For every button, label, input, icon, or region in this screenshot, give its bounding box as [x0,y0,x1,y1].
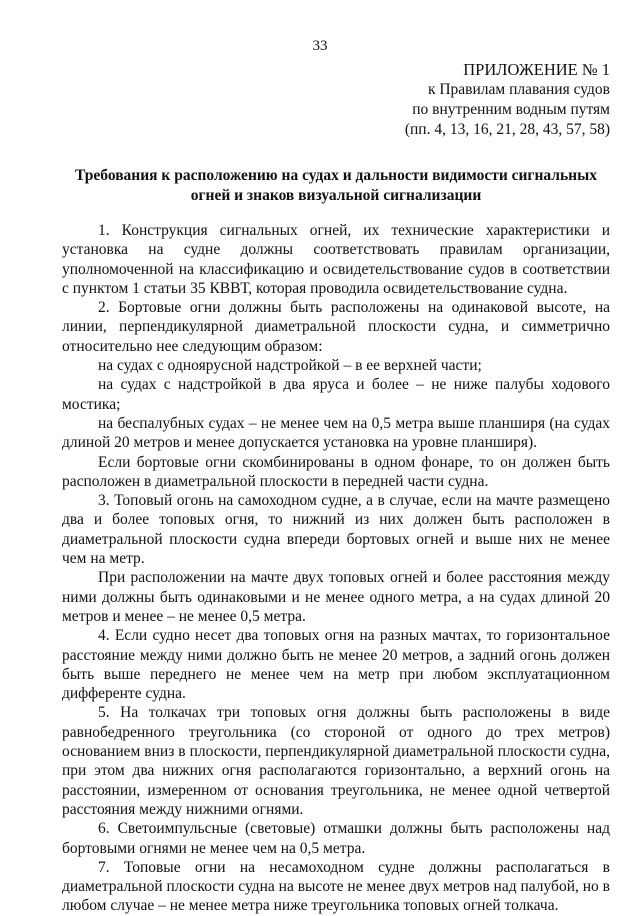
paragraph-2: 2. Бортовые огни должны быть расположены на одинаковой высоте, на линии, перпендикулярной диаметральной плоскости судна, и симметрично относительно нее следующим образом: [62,299,610,355]
paragraph-2-item-2: на судах с надстройкой в два яруса и более – не ниже палубы ходового мостика; [62,376,610,413]
appendix-line-2: по внутренним водным путям [412,101,610,118]
paragraph-6: 6. Светоимпульсные (световые) отмашки должны быть расположены над бортовыми огнями не менее чем на 0,5 метра. [62,820,610,857]
paragraph-2-note: Если бортовые огни скомбинированы в одном фонаре, то он должен быть расположен в диаметральной плоскости в передней части судна. [62,453,610,490]
paragraph-2-item-1: на судах с одноярусной надстройкой – в ее верхней части; [98,357,482,375]
document-body [62,221,610,916]
paragraph-3-note: При расположении на мачте двух топовых огней и более расстояния между ними должны быть одинаковыми и не менее одного метра, а на судах длиной 20 метров и менее – не менее 0,5 метра. [62,569,610,625]
paragraph-4: 4. Если судно несет два топовых огня на разных мачтах, то горизонтальное расстояние между ними должно быть не менее 20 метров, а задний огонь должен быть выше переднего не менее чем на метр при любом эксплуатационном дифференте судна. [62,627,610,703]
appendix-header [330,60,610,140]
paragraph-7: 7. Топовые огни на несамоходном судне должны располагаться в диаметральной плоскости судна на высоте не менее двух метров над палубой, но в любом случае – не менее метра ниже треугольника топовых огней толкача. [62,858,610,915]
appendix-line-3: (пп. 4, 13, 16, 21, 28, 43, 57, 58) [404,121,610,138]
paragraph-1: 1. Конструкция сигнальных огней, их технические характеристики и установка на судне должны соответствовать правилам организации, уполномоченной на классификацию и освидетельствование судов в соответствии с пунктом 1 статьи 35 КВВТ, которая проводила освидетельствование судна. [62,222,610,297]
document-title: Требования к расположению на судах и дальности видимости сигнальных огней и знаков визуальной сигнализации [75,167,597,204]
paragraph-3: 3. Топовый огонь на самоходном судне, а в случае, если на мачте размещено два и более топовых огня, то нижний из них должен быть расположен в диаметральной плоскости судна впереди бортовых огней и выше них не менее чем на метр. [62,492,610,568]
appendix-title: ПРИЛОЖЕНИЕ № 1 [463,60,610,79]
paragraph-5: 5. На толкачах три топовых огня должны быть расположены в виде равнобедренного треугольника (со стороной от одного до трех метров) основанием вниз в плоскости, перпендикулярной диаметральной плоскости судна, при этом два нижних огня располагаются горизонтально, а верхний огонь на расстоянии, измеренном от основания треугольника, не менее одной четвертой расстояния между нижними огнями. [62,704,610,818]
appendix-line-1: к Правилам плавания судов [427,81,610,98]
paragraph-2-item-3: на беспалубных судах – не менее чем на 0,5 метра выше планширя (на судах длиной 20 метров и менее допускается установка на уровне планширя). [62,414,610,452]
page-number: 33 [312,38,328,54]
